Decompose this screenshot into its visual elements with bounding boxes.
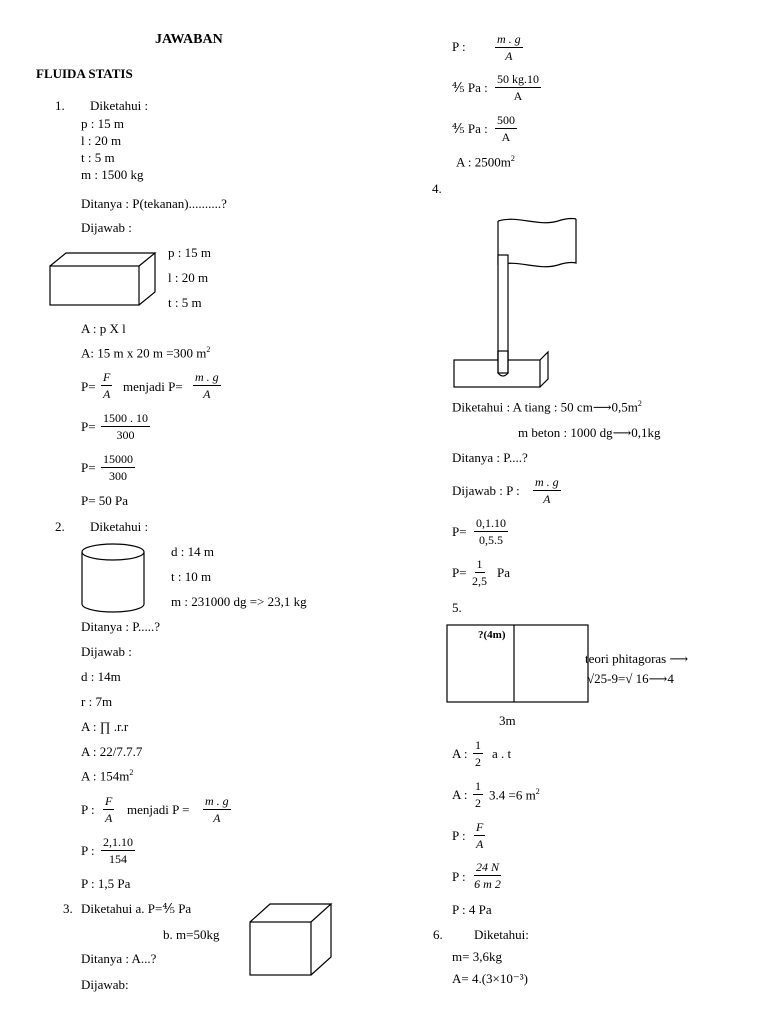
q2-area-calc: A : 22/7.7.7 xyxy=(81,744,143,759)
q4-number: 4. xyxy=(432,181,442,196)
q3-line1-fraction: $\frac{m . g}{A}$ xyxy=(497,32,521,63)
cube-figure xyxy=(248,902,334,978)
q2-known-d: d : 14 m xyxy=(171,544,214,559)
q4-known-mass: m beton : 1000 dg⟶0,1kg xyxy=(518,425,661,440)
q2-diameter: d : 14m xyxy=(81,669,121,684)
q1-known-m: m : 1500 kg xyxy=(81,167,144,182)
q4-fraction-mg-over-a: $\frac{m . g}{A}$ xyxy=(535,475,559,506)
q5-pressure2-fraction: $\frac{24 N}{6 m 2}$ xyxy=(474,860,501,891)
q4-step1-prefix: P= xyxy=(452,524,467,539)
q1-fraction-f-over-a: $\frac{F}{A}$ xyxy=(103,370,111,401)
q2-step1-prefix: P : xyxy=(81,843,95,858)
q3-answer-label: Dijawab: xyxy=(81,977,129,992)
q4-asked: Ditanya : P....? xyxy=(452,450,528,465)
q4-answer-prefix: Dijawab : P : xyxy=(452,483,520,498)
q1-step1-fraction: $\frac{1500 . 10}{300}$ xyxy=(103,411,148,442)
q2-pressure-prefix: P : xyxy=(81,802,95,817)
q2-area-formula: A : ∏ .r.r xyxy=(81,719,129,734)
q5-pythagoras-label: teori phitagoras ⟶ xyxy=(585,651,689,666)
q1-asked: Ditanya : P(tekanan)..........? xyxy=(81,196,227,211)
q3-line2-fraction: $\frac{50 kg.10}{A}$ xyxy=(497,72,539,103)
flag-on-base-figure xyxy=(452,215,554,390)
q4-known: Diketahui : A tiang : 50 $cm⟶0,5m^2$ xyxy=(452,399,642,415)
q5-area1-prefix: A : xyxy=(452,746,468,761)
page-title: JAWABAN xyxy=(155,32,223,47)
cylinder-figure xyxy=(80,542,148,616)
q2-known-t: t : 10 m xyxy=(171,569,212,584)
q3-number: 3. xyxy=(63,901,73,916)
q5-number: 5. xyxy=(452,600,462,615)
q5-area2-rest: 3.4 =6 $m^2$ xyxy=(489,787,540,803)
q5-box-label: ?(4m) xyxy=(478,629,506,641)
q2-becomes: menjadi P = xyxy=(127,802,190,817)
q3-known-b: b. m=50kg xyxy=(163,927,220,942)
q1-fraction-mg-over-a: $\frac{m . g}{A}$ xyxy=(195,370,219,401)
q1-known-p: p : 15 m xyxy=(81,116,124,131)
q3-known-a: Diketahui a. P=⅘ Pa xyxy=(81,901,192,916)
q5-pythagoras-calc: √25-9=√ 16⟶4 xyxy=(587,671,674,686)
q1-number: 1. xyxy=(55,98,65,113)
q3-line3-prefix: ⅘ Pa : xyxy=(452,121,488,136)
q2-fraction-f-over-a: $\frac{F}{A}$ xyxy=(105,794,113,825)
q6-area: A= 4.(3×10⁻³) xyxy=(452,971,528,986)
q1-step2-prefix: P= xyxy=(81,460,96,475)
q1-box-l: l : 20 m xyxy=(168,270,209,285)
cuboid-figure xyxy=(48,250,163,308)
q2-fraction-mg-over-a: $\frac{m . g}{A}$ xyxy=(205,794,229,825)
q1-result: P= 50 Pa xyxy=(81,493,129,508)
q2-asked: Ditanya : P.....? xyxy=(81,619,161,634)
q1-known-label: Diketahui : xyxy=(90,98,149,113)
q4-step2-prefix: P= xyxy=(452,565,467,580)
q2-radius: r : 7m xyxy=(81,694,113,709)
q6-mass: m= 3,6kg xyxy=(452,949,502,964)
q5-area2-fraction: $\frac{1}{2}$ xyxy=(475,779,481,810)
q1-answer-label: Dijawab : xyxy=(81,220,132,235)
q2-answer-label: Dijawab : xyxy=(81,644,132,659)
q6-number: 6. xyxy=(433,927,443,942)
q3-result: A : $2500m^2$ xyxy=(456,154,515,170)
q4-step2-fraction: $\frac{1}{2,5}$ xyxy=(472,557,487,588)
q2-known-m: m : 231000 dg => 23,1 kg xyxy=(171,594,307,609)
q1-pressure-prefix: P= xyxy=(81,379,96,394)
q5-pressure1-fraction: $\frac{F}{A}$ xyxy=(476,820,484,851)
q1-known-t: t : 5 m xyxy=(81,150,115,165)
q2-step1-fraction: $\frac{2,1.10}{154}$ xyxy=(103,835,133,866)
q4-step2-unit: Pa xyxy=(497,565,510,580)
q1-known-l: l : 20 m xyxy=(81,133,122,148)
q3-asked: Ditanya : A...? xyxy=(81,951,157,966)
q5-base-label: 3m xyxy=(499,713,516,728)
q3-line2-prefix: ⅘ Pa : xyxy=(452,80,488,95)
q5-pressure1-prefix: P : xyxy=(452,828,466,843)
q3-line1-prefix: P : xyxy=(452,39,466,54)
q1-box-t: t : 5 m xyxy=(168,295,202,310)
q2-known-label: Diketahui : xyxy=(90,519,149,534)
q5-area1-fraction: $\frac{1}{2}$ xyxy=(475,738,481,769)
q1-area-formula: A : p X l xyxy=(81,321,126,336)
q4-step1-fraction: $\frac{0,1.10}{0,5.5}$ xyxy=(476,516,506,547)
q6-known-label: Diketahui: xyxy=(474,927,529,942)
q1-box-p: p : 15 m xyxy=(168,245,211,260)
q1-step1-prefix: P= xyxy=(81,419,96,434)
q1-step2-fraction: $\frac{15000}{300}$ xyxy=(103,452,133,483)
q1-becomes: menjadi P= xyxy=(123,379,183,394)
q2-number: 2. xyxy=(55,519,65,534)
q5-pressure2-prefix: P : xyxy=(452,869,466,884)
q2-result: P : 1,5 Pa xyxy=(81,876,131,891)
q2-area-result: A : $154m^2$ xyxy=(81,768,134,784)
q1-area-calc: A: 15 m x 20 m =300 $m^2$ xyxy=(81,345,211,361)
q5-area2-prefix: A : xyxy=(452,787,468,802)
q3-line3-fraction: $\frac{500}{A}$ xyxy=(497,113,515,144)
rectangle-diagram xyxy=(446,624,590,704)
section-heading: FLUIDA STATIS xyxy=(36,66,133,81)
q5-area1-rest: a . t xyxy=(492,746,512,761)
q5-result: P : 4 Pa xyxy=(452,902,492,917)
